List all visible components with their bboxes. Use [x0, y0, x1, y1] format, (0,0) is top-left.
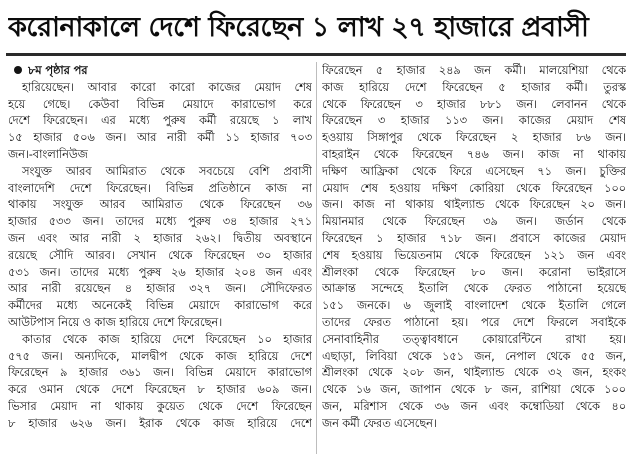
- text-line: জন এবং আর নারী ২ হাজার ২৬২। দ্বিতীয় অবস্থানে: [8, 230, 312, 245]
- text-line: দক্ষিণ আফ্রিকা থেকে ফিরে এসেছেন ৭১ জন। চুক্তির: [322, 163, 626, 178]
- text-line: শ্রীলংকা থেকে ২০৮ জন, থাইল্যান্ড থেকে ৩২ জন, হংকং: [322, 365, 626, 380]
- text-line: দেশে ফিরেছেন। এর মধ্যে পুরুষ কর্মী রয়েছে ১ লাখ: [8, 113, 312, 128]
- headline-rule: [6, 53, 626, 56]
- text-line: মেয়াদ শেষ হওয়ায় দক্ষিণ কোরিয়া থেকে ফিরেছেন ১০০: [322, 180, 626, 195]
- text-line: কাজ হারিয়ে দেশে ফিরেছেন ৫ হাজার কর্মী। তুরস্ক: [322, 79, 626, 94]
- text-line: কাতার থেকে কাজ হারিয়ে দেশে ফিরেছেন ১০ হাজার: [22, 331, 312, 346]
- text-line: বাহরাইন থেকে ফিরেছেন ৭৪৬ জন। কাজ না থাকায়: [322, 146, 626, 161]
- text-line: আক্রান্ত সন্দেহে ইতালি থেকে ফেরত পাঠানো হয়েছে: [322, 281, 626, 296]
- text-line: বাংলাদেশি দেশে ফিরেছেন। বিভিন্ন প্রতিষ্ঠানে কাজ না: [8, 180, 312, 195]
- text-line: শেষ হওয়ায় ভিয়েতনাম থেকে ফিরেছেন ১২১ জন এবং: [322, 247, 626, 262]
- jump-from-label: ৮ম পৃষ্ঠার পর: [28, 63, 88, 77]
- text-line: মিয়ানমার থেকে ফিরেছেন ৩৯ জন। জর্ডান থেকে: [322, 214, 626, 229]
- text-line: হওয়ায় সিঙ্গাপুর থেকে ফিরেছেন ২ হাজার ৮৬ জন।: [322, 130, 626, 145]
- text-line: করে ওমান থেকে দেশে ফিরেছেন ৮ হাজার ৬০৯ জন।: [8, 382, 312, 397]
- jump-line: [8, 62, 312, 79]
- text-line: আউটপাস নিয়ে ও কাজ হারিয়ে দেশে ফিরেছেন।: [8, 314, 223, 329]
- text-line: সংযুক্ত আরব আমিরাত থেকে সবচেয়ে বেশি প্রবাসী: [22, 163, 312, 178]
- column-divider: [316, 62, 317, 454]
- text-line: শ্রীলংকা থেকে ফিরেছেন ৮০ জন। করোনা ভাইরাসে: [322, 264, 626, 279]
- text-line: কর্মীদের মধ্যে অনেকেই বিভিন্ন মেয়াদে কারাভোগ করে: [8, 298, 312, 313]
- text-line: থেকে ১৬ জন, জাপান থেকে ৮ জন, রাশিয়া থেকে ১০০: [322, 382, 626, 397]
- text-line: ১৫ হাজার ৫০৬ জন। আর নারী কর্মী ১১ হাজার ৭০৩: [8, 130, 312, 145]
- text-line: ফিরেছেন ১ হাজার ৭১৮ জন। প্রবাসে কাজের মেয়াদ: [322, 230, 626, 245]
- text-line: ১৫১ জনকে। ৬ জুলাই বাংলাদেশ থেকে ইতালি গেলে: [322, 298, 626, 313]
- text-line: তাদের ফেরত পাঠানো হয়। পরে দেশে ফিরলে সবাইকে: [322, 314, 626, 329]
- text-line: জন কর্মী ফেরত এসেছেন।: [322, 415, 437, 430]
- text-line: ৮ হাজার ৬২৬ জন। ইরাক থেকে কাজ হারিয়ে দেশে: [8, 415, 312, 430]
- text-line: রয়েছে সৌদি আরব। সেখান থেকে ফিরেছেন ৩০ হাজার: [8, 247, 312, 262]
- text-line: জন।-বাংলানিউজ: [8, 146, 88, 161]
- text-line: সেনাবাহিনীর তত্ত্বাবধানে কোয়ারেন্টিনে রাখা হয়।: [322, 331, 626, 346]
- text-line: ফিরেছেন ৯ হাজার ৩৬১ জন। বিভিন্ন মেয়াদে কারাভোগ: [8, 365, 312, 380]
- text-line: ফিরেছেন ৩ হাজার ১১৩ জন। কাজের মেয়াদ শেষ: [322, 113, 626, 128]
- text-line: ৫৭৫ জন। অন্যদিকে, মালদ্বীপ থেকে কাজ হারিয়ে দেশে: [8, 348, 312, 363]
- right-column-body: [322, 62, 626, 432]
- text-line: জন, মরিশাস থেকে ৩৬ জন এবং কম্বোডিয়া থেকে ৪০: [322, 398, 626, 413]
- right-column: [322, 62, 626, 454]
- text-line: থেকে ফিরেছেন ৩ হাজার ৮৮১ জন। লেবানন থেকে: [322, 96, 626, 111]
- left-column-body: [8, 79, 312, 432]
- text-line: এছাড়া, লিবিয়া থেকে ১৫১ জন, নেপাল থেকে ৫৫ জন,: [322, 348, 626, 363]
- text-line: থাকায় সংযুক্ত আরব আমিরাত থেকে ফিরেছেন ৩৬: [8, 197, 312, 212]
- bullet-icon: [14, 66, 22, 74]
- text-line: জন। কাজ না থাকায় থাইল্যান্ড থেকে ফিরেছেন ২০ জন।: [322, 197, 626, 212]
- headline: করোনাকালে দেশে ফিরেছেন ১ লাখ ২৭ হাজারে প্রবাসী: [8, 12, 589, 43]
- text-line: ফিরেছেন ৫ হাজার ২৪৯ জন কর্মী। মালয়েশিয়া থেকে: [322, 63, 626, 77]
- text-line: আর নারী রয়েছেন ৪ হাজার ৩২৭ জন। সৌদিফেরত: [8, 281, 312, 296]
- text-line: হয়ে গেছে। কেউবা বিভিন্ন মেয়াদে কারাভোগ করে: [8, 96, 312, 111]
- text-line: হাজার ৫৩৩ জন। তাদের মধ্যে পুরুষ ৩৪ হাজার ২৭১: [8, 214, 312, 229]
- left-column: [8, 62, 312, 454]
- text-line: হারিয়েছেন। আবার কারো কারো কাজের মেয়াদ শেষ: [22, 79, 312, 94]
- text-line: ৫৩১ জন। তাদের মধ্যে পুরুষ ২৬ হাজার ২০৪ জন এবং: [8, 264, 312, 279]
- text-line: ভিসার মেয়াদ না থাকায় কুয়েত থেকে দেশে ফিরেছেন: [8, 398, 312, 413]
